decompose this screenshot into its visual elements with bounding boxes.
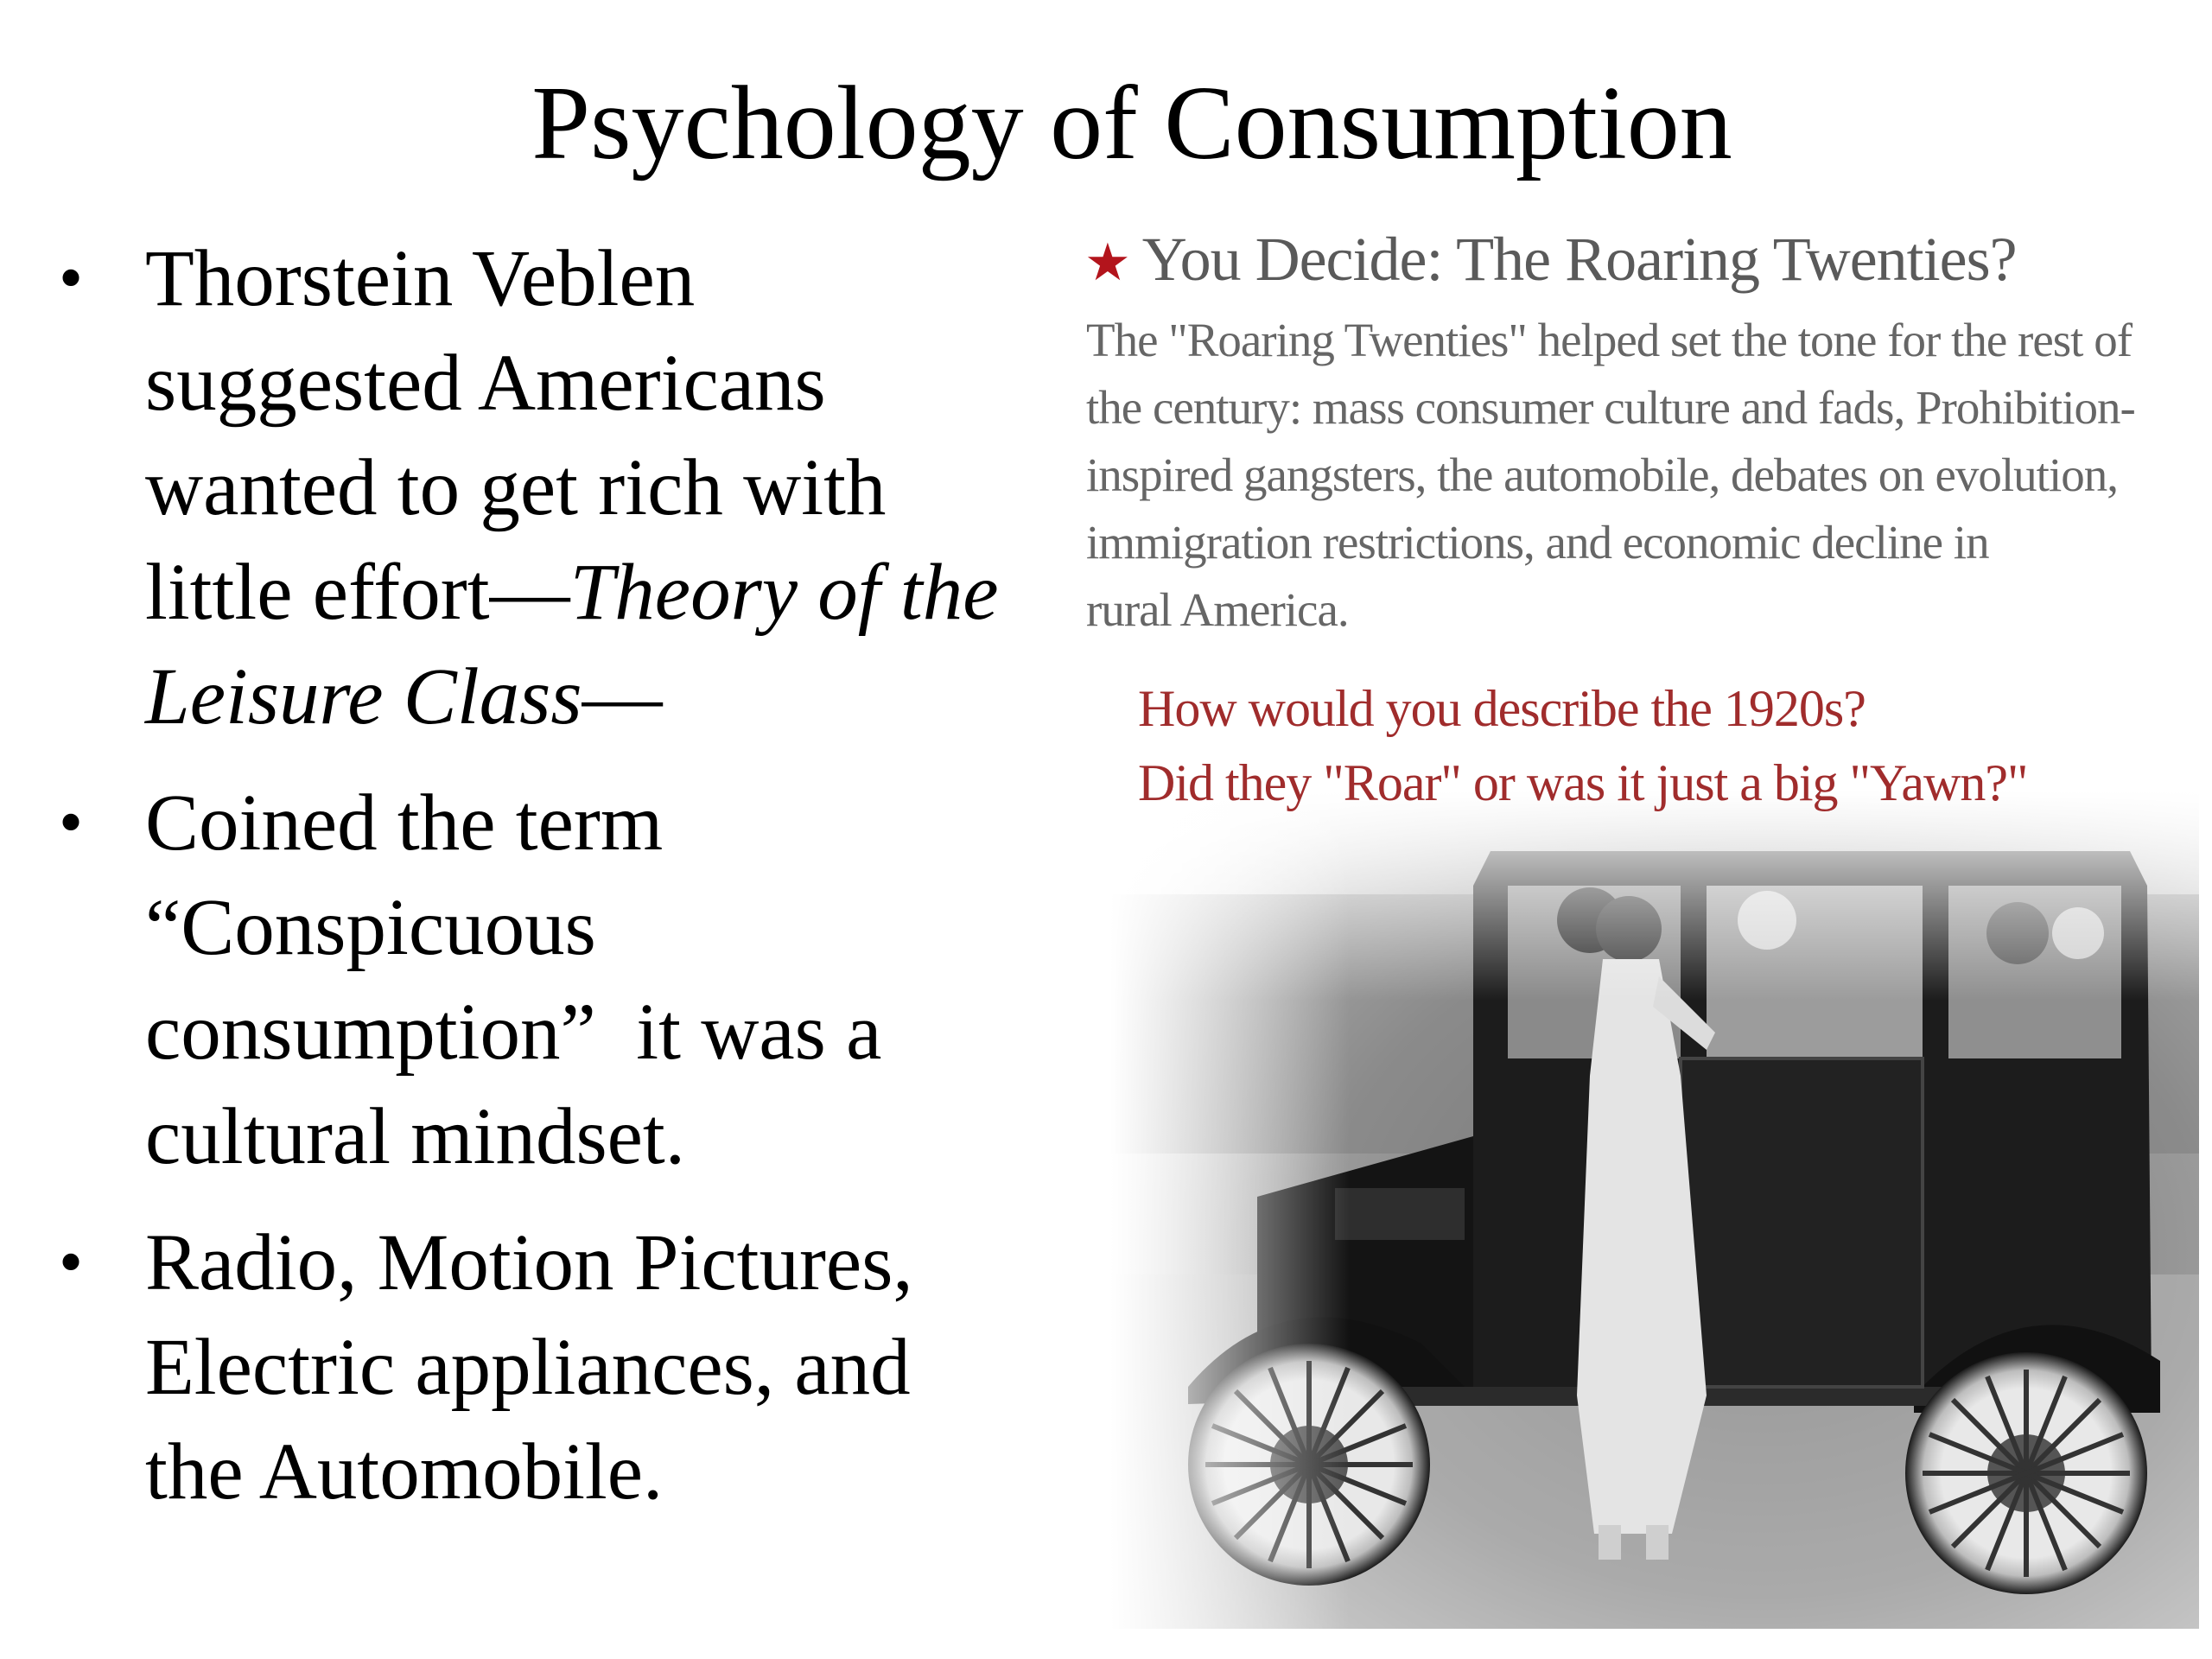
bullet-icon: • [59,1224,84,1300]
bullet-text-line: consumption” it was a [145,988,882,1077]
image-heading-text: You Decide: The Roaring Twenties? [1141,225,2017,294]
bullet-text-line: Electric appliances, and [145,1323,911,1412]
book-title-part: Theory of the [569,548,999,637]
bullet-item-technology [52,1211,1089,1524]
bullet-text-line: wanted to get rich with [145,443,887,532]
image-heading [1084,220,2017,302]
bullet-text-line [145,540,1089,645]
bullet-item-veblen [52,226,1089,749]
bullet-text-line: Coined the term [145,779,664,868]
bullet-text-line [145,645,1089,749]
image-question-line: Did they "Roar" or was it just a big "Yawn?" [1138,754,2028,811]
image-paragraph-line: The "Roaring Twenties" helped set the tone for the rest of [1086,314,2133,366]
bullet-text-line: “Conspicuous [145,883,596,972]
bullet-text-line: Thorstein Veblen [145,234,696,323]
image-question [1138,671,2027,820]
bullet-icon: • [59,240,84,316]
bullet-text-line: suggested Americans [145,339,826,428]
star-icon: ★ [1084,234,1130,291]
bullet-text-line: Radio, Motion Pictures, [145,1218,913,1307]
bullet-text-line: cultural mindset. [145,1092,686,1181]
slide-title: Psychology of Consumption [531,65,1732,181]
image-paragraph-line: rural America. [1086,583,1349,636]
bullet-item-conspicuous [52,771,1089,1189]
book-title-part: Leisure Class [145,652,582,741]
bullet-text-plain: little effort— [145,548,570,637]
image-paragraph [1086,307,2196,644]
bullet-text-line: the Automobile. [145,1427,664,1516]
bullet-icon: • [59,785,84,861]
image-paragraph-line: the century: mass consumer culture and fads, Prohibition- [1086,381,2135,434]
image-paragraph-line: inspired gangsters, the automobile, debates on evolution, [1086,448,2118,501]
car-illustration [1110,791,2199,1629]
bullet-list [52,226,1089,1546]
image-question-line: How would you describe the 1920s? [1138,680,1866,737]
vintage-car-photo [1110,791,2199,1629]
image-paragraph-line: immigration restrictions, and economic decline in [1086,516,1989,569]
roaring-twenties-image [1076,220,2199,1629]
bullet-text-plain: — [582,652,663,741]
